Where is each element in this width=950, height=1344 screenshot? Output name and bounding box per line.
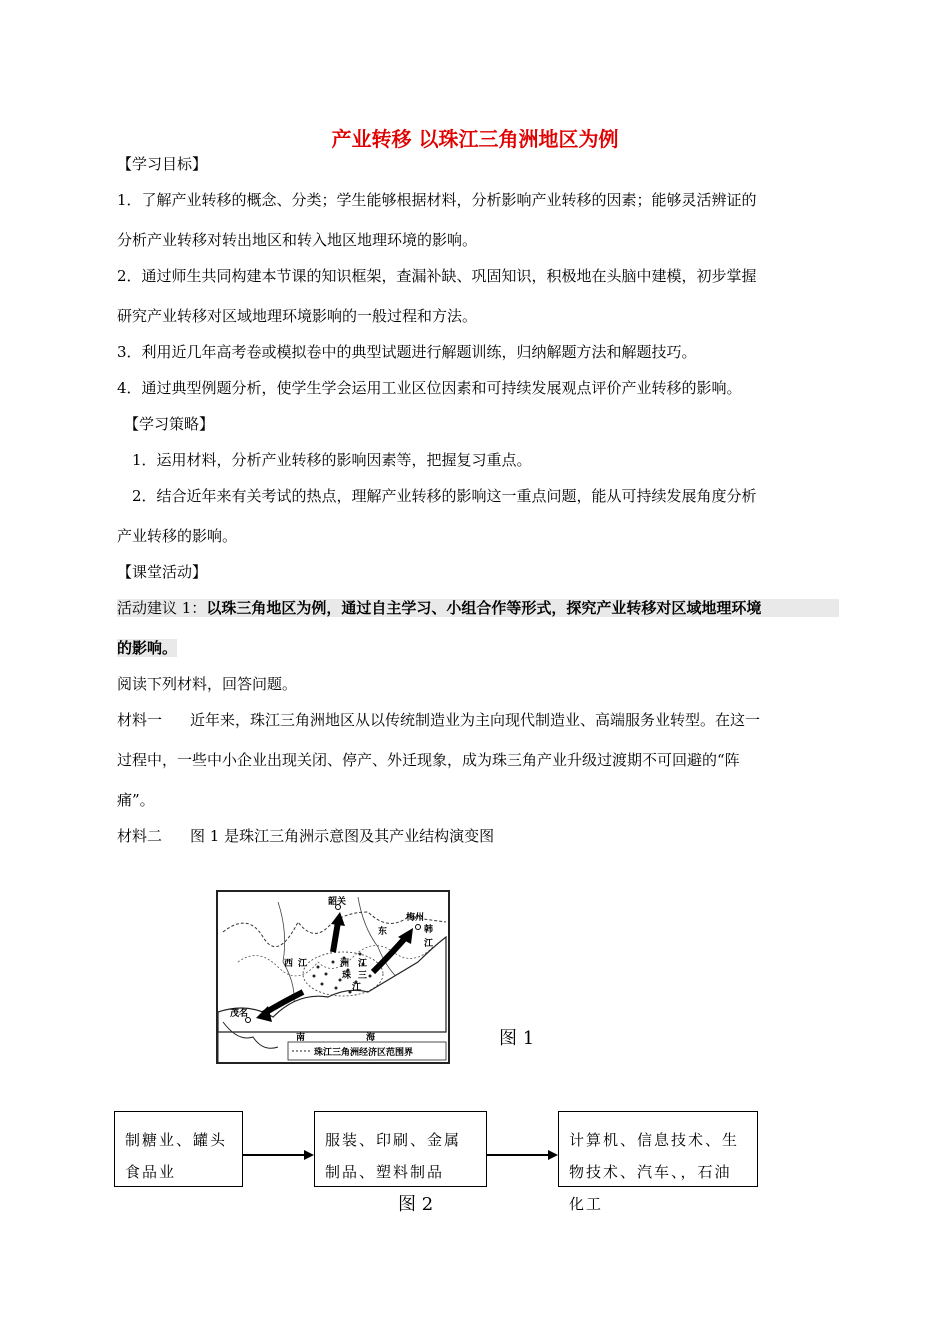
label-nan: 南 [296, 1033, 306, 1043]
label-jiang-2: 江 [358, 959, 368, 969]
goal-2-line-1: 2．通过师生共同构建本节课的知识框架，查漏补缺、巩固知识，积极地在头脑中建模，初步掌握 [117, 267, 757, 285]
flow-box-2: 服装、印刷、金属制品、塑料制品 [314, 1111, 487, 1187]
page-title: 产业转移 以珠江三角洲地区为例 [331, 127, 619, 151]
label-han-jiang: 江 [424, 939, 434, 949]
flow-box-3: 计算机、信息技术、生物技术、汽车、，石油化工 [558, 1111, 758, 1187]
strategy-header: 【学习策略】 [124, 415, 215, 433]
goals-header: 【学习目标】 [117, 155, 208, 173]
flow-arrow-1-head [304, 1150, 314, 1160]
flow-arrow-2-line [487, 1154, 549, 1156]
activity-line-1 [117, 599, 839, 617]
activity-header: 【课堂活动】 [117, 563, 208, 581]
map-drawing [218, 892, 448, 1062]
material-1-line-2: 过程中，一些中小企业出现关闭、停产、外迁现象，成为珠三角产业升级过渡期不可回避的“阵 [117, 751, 740, 769]
read-prompt: 阅读下列材料，回答问题。 [117, 675, 298, 693]
flow-arrow-1-line [243, 1154, 305, 1156]
goal-2-line-2: 研究产业转移对区域地理环境影响的一般过程和方法。 [117, 307, 478, 325]
label-san: 三 [358, 971, 368, 981]
figure-2-label: 图 2 [398, 1194, 434, 1215]
strategy-1: 1．运用材料，分析产业转移的影响因素等，把握复习重点。 [132, 451, 532, 469]
label-zhou: 洲 [340, 959, 350, 969]
strategy-2-line-2: 产业转移的影响。 [117, 527, 238, 545]
label-xi: 西 [284, 959, 294, 969]
label-hai: 海 [366, 1033, 376, 1043]
flow-box-1: 制糖业、罐头食品业 [114, 1111, 243, 1187]
label-zhu: 珠 [342, 971, 352, 981]
goal-1-line-2: 分析产业转移对转出地区和转入地区地理环境的影响。 [117, 231, 478, 249]
flow-arrow-2-head [548, 1150, 558, 1160]
label-shaoguan: 韶关 [328, 897, 347, 907]
activity-text-1: 以珠三角地区为例，通过自主学习、小组合作等形式，探究产业转移对区域地理环境 [206, 599, 762, 617]
material-2-text: 图 1 是珠江三角洲示意图及其产业结构演变图 [190, 827, 495, 845]
activity-prefix: 活动建议 1： [117, 599, 207, 617]
activity-line-2: 的影响。 [117, 639, 178, 657]
goal-1-line-1: 1．了解产业转移的概念、分类；学生能够根据材料，分析影响产业转移的因素；能够灵活辨证的 [117, 191, 757, 209]
goal-4: 4．通过典型例题分析，使学生学会运用工业区位因素和可持续发展观点评价产业转移的影响。 [117, 379, 742, 397]
map-legend: 珠江三角洲经济区范围界 [314, 1048, 414, 1058]
label-han: 韩 [424, 925, 434, 935]
pearl-river-delta-map [216, 890, 450, 1064]
material-2-label: 材料二 [117, 827, 163, 845]
strategy-2-line-1: 2．结合近年来有关考试的热点，理解产业转移的影响这一重点问题，能从可持续发展角度分析 [132, 487, 757, 505]
label-meizhou: 梅州 [406, 913, 425, 923]
material-1-label: 材料一 [117, 711, 163, 729]
label-maoming: 茂名 [230, 1009, 249, 1019]
material-1-line-1: 近年来，珠江三角洲地区从以传统制造业为主向现代制造业、高端服务业转型。在这一 [190, 711, 761, 729]
material-1-line-3: 痛”。 [117, 791, 155, 809]
label-xi-jiang: 江 [298, 959, 308, 969]
figure-1-label: 图 1 [499, 1028, 535, 1049]
label-jiao: 江 [352, 983, 362, 993]
label-dong: 东 [378, 927, 388, 937]
goal-3: 3．利用近几年高考卷或模拟卷中的典型试题进行解题训练，归纳解题方法和解题技巧。 [117, 343, 697, 361]
